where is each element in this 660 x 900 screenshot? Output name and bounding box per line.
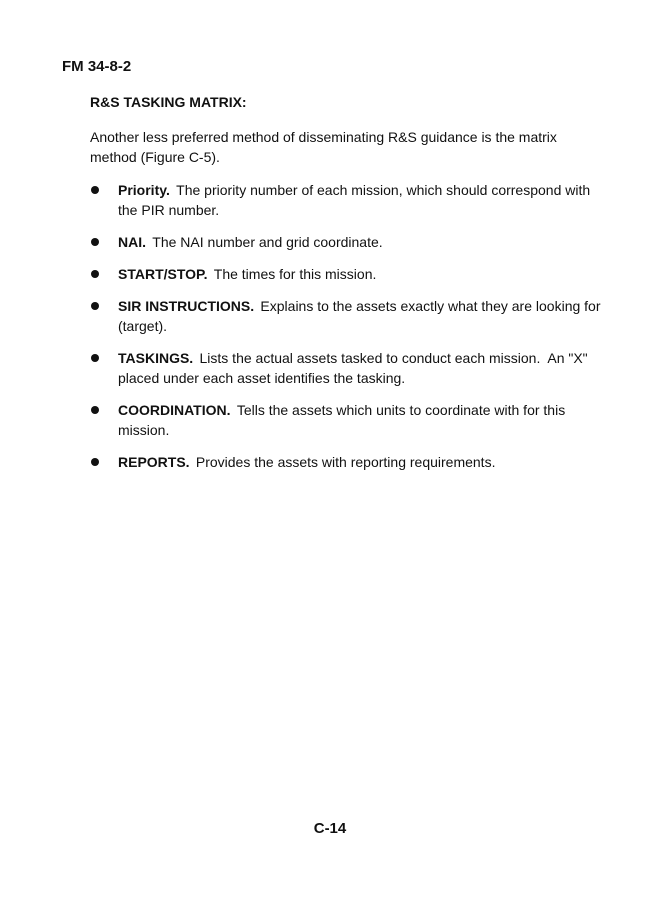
bullet-desc: Explains to the assets exactly what they are looking for (target). xyxy=(118,298,605,334)
page-content xyxy=(90,94,605,484)
bullet-desc: Tells the assets which units to coordinate with for this mission. xyxy=(118,402,570,438)
bullet-icon xyxy=(91,270,99,278)
bullet-term: Priority. xyxy=(118,182,170,198)
bullet-desc: The priority number of each mission, which should correspond with the PIR number. xyxy=(118,182,595,218)
bullet-desc: The NAI number and grid coordinate. xyxy=(152,234,383,250)
bullet-icon xyxy=(91,458,99,466)
bullet-item-sir-instructions xyxy=(90,296,605,336)
bullet-item-nai xyxy=(90,232,602,252)
bullet-desc: Provides the assets with reporting requirements. xyxy=(195,454,496,470)
bullet-icon xyxy=(91,238,99,246)
page-number: C-14 xyxy=(313,820,347,837)
bullet-icon xyxy=(91,354,99,362)
manual-number-header: FM 34-8-2 xyxy=(62,58,132,75)
intro-paragraph: Another less preferred method of disseminating R&S guidance is the matrix method (Figure C-5). xyxy=(90,129,557,165)
bullet-term: COORDINATION. xyxy=(118,402,231,418)
bullet-item-start-stop xyxy=(90,264,602,284)
bullet-item-taskings xyxy=(90,348,602,388)
bullet-term: START/STOP. xyxy=(118,266,208,282)
bullet-list xyxy=(90,180,605,472)
bullet-term: NAI. xyxy=(118,234,146,250)
bullet-icon xyxy=(91,406,99,414)
bullet-icon xyxy=(91,302,99,310)
bullet-desc: The times for this mission. xyxy=(213,266,377,282)
bullet-term: TASKINGS. xyxy=(118,350,194,366)
section-title: R&S TASKING MATRIX: xyxy=(90,94,247,110)
bullet-desc: Lists the actual assets tasked to conduct each mission. An "X" placed under each asset identifies the tasking. xyxy=(118,350,592,386)
bullet-term: REPORTS. xyxy=(118,454,190,470)
bullet-item-reports xyxy=(90,452,602,472)
bullet-term: SIR INSTRUCTIONS. xyxy=(118,298,255,314)
bullet-icon xyxy=(91,186,99,194)
bullet-item-coordination xyxy=(90,400,602,440)
bullet-item-priority xyxy=(90,180,602,220)
